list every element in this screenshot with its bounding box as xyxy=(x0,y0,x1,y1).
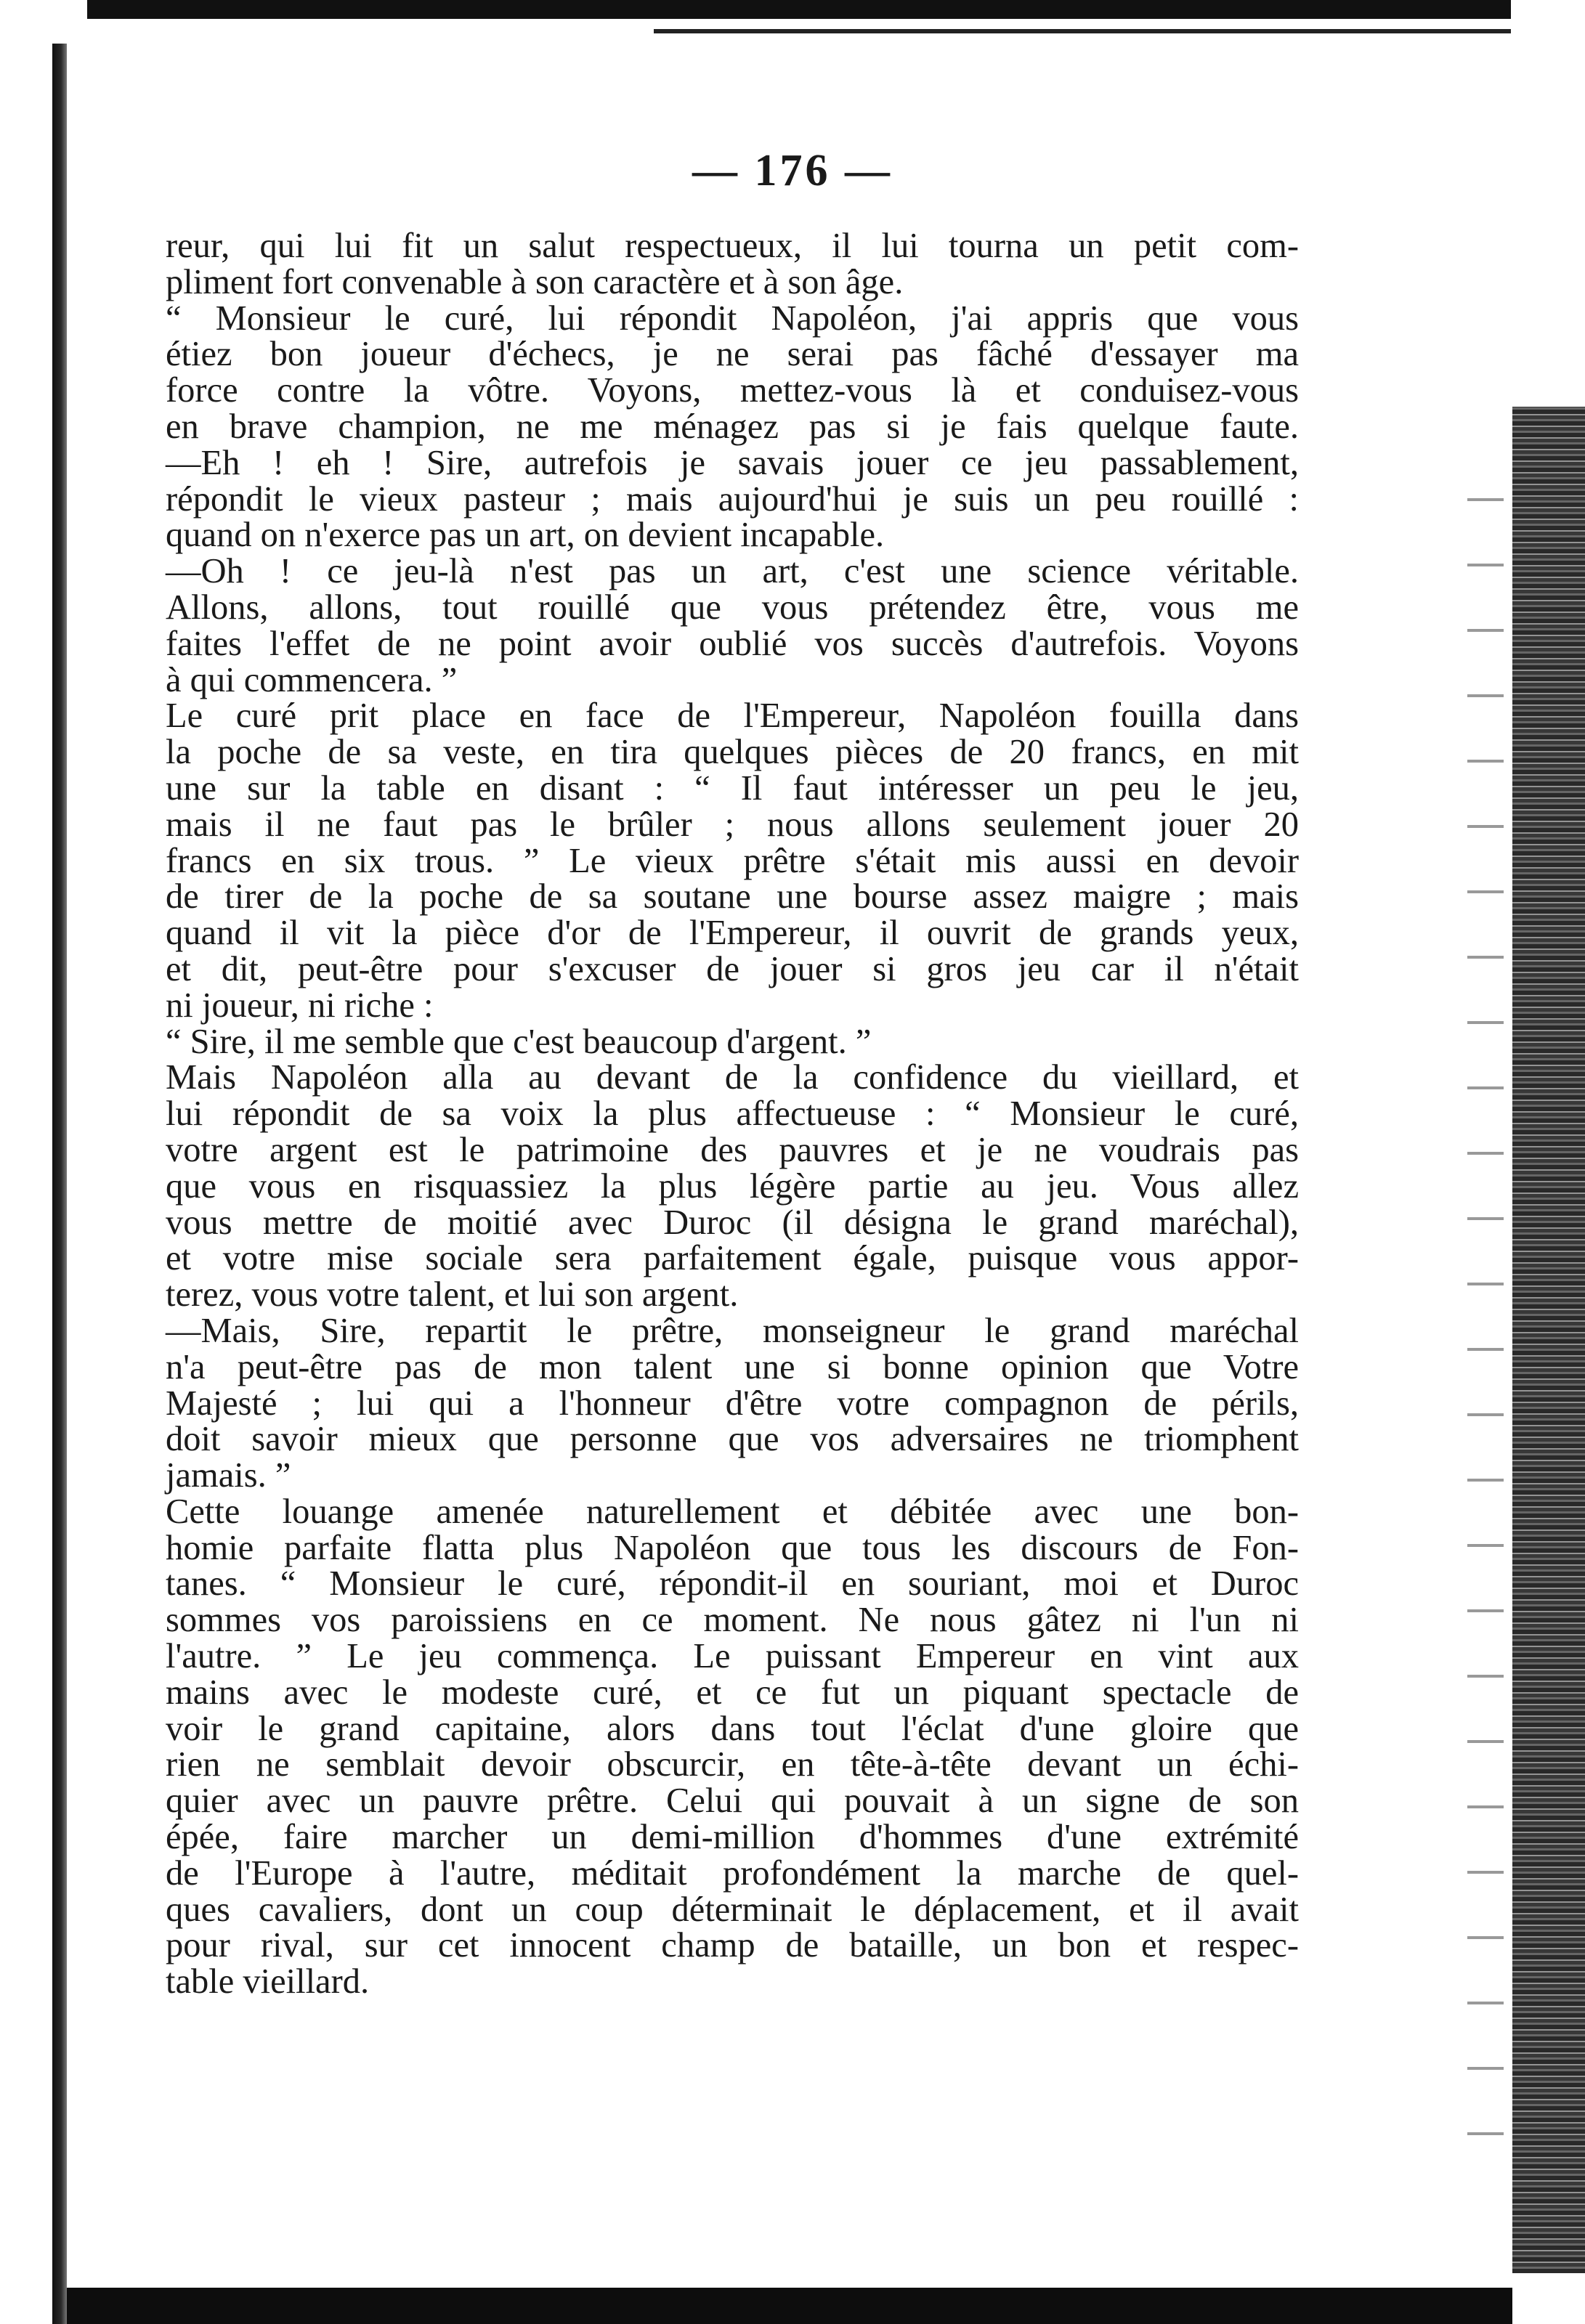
text-line: faites l'effet de ne point avoir oublié vos succès d'autrefois. Voyons xyxy=(166,624,1299,663)
text-line: —Oh ! ce jeu-là n'est pas un art, c'est une science véritable. xyxy=(166,552,1299,591)
text-line: et votre mise sociale sera parfaitement égale, puisque vous appor- xyxy=(166,1239,1299,1278)
text-line: “ Monsieur le curé, lui répondit Napoléon, j'ai appris que vous xyxy=(166,298,1299,338)
text-line: tanes. “ Monsieur le curé, répondit-il en souriant, moi et Duroc xyxy=(166,1564,1299,1604)
text-line: homie parfaite flatta plus Napoléon que tous les discours de Fon- xyxy=(166,1528,1299,1567)
text-line: sommes vos paroissiens en ce moment. Ne nous gâtez ni l'un ni xyxy=(166,1601,1299,1640)
text-line: Mais Napoléon alla au devant de la confidence du vieillard, et xyxy=(166,1058,1299,1097)
text-line: quand il vit la pièce d'or de l'Empereur, il ouvrit de grands yeux, xyxy=(166,914,1299,953)
text-line: rien ne semblait devoir obscurcir, en tête-à-tête devant un échi- xyxy=(166,1745,1299,1784)
text-line: ni joueur, ni riche : xyxy=(166,986,434,1025)
text-line: table vieillard. xyxy=(166,1962,370,2002)
bottom-scan-border xyxy=(67,2288,1512,2324)
text-line: Le curé prit place en face de l'Empereur, Napoléon fouilla dans xyxy=(166,696,1299,736)
text-line: à qui commencera. ” xyxy=(166,660,458,699)
text-line: —Eh ! eh ! Sire, autrefois je savais jouer ce jeu passablement, xyxy=(166,443,1299,482)
text-line: —Mais, Sire, repartit le prêtre, monseigneur le grand maréchal xyxy=(166,1311,1299,1350)
text-line: votre argent est le patrimoine des pauvres et je ne voudrais pas xyxy=(166,1130,1299,1169)
text-line: ques cavaliers, dont un coup déterminait le déplacement, et il avait xyxy=(166,1890,1299,1929)
left-scan-edge xyxy=(52,44,67,2324)
text-line: jamais. ” xyxy=(166,1456,291,1495)
text-line: la poche de sa veste, en tira quelques pièces de 20 francs, en mit xyxy=(166,733,1299,772)
top-scan-border xyxy=(87,0,1511,19)
right-scan-edge xyxy=(1512,407,1585,2273)
text-line: force contre la vôtre. Voyons, mettez-vous là et conduisez-vous xyxy=(166,371,1299,410)
text-line: de l'Europe à l'autre, méditait profondément la marche de quel- xyxy=(166,1853,1299,1893)
text-line: étiez bon joueur d'échecs, je ne serai pas fâché d'essayer ma xyxy=(166,335,1299,374)
text-line: terez, vous votre talent, et lui son argent. xyxy=(166,1275,739,1315)
text-line: lui répondit de sa voix la plus affectueuse : “ Monsieur le curé, xyxy=(166,1094,1299,1134)
page-body xyxy=(166,228,1299,2000)
text-line: une sur la table en disant : “ Il faut intéresser un peu le jeu, xyxy=(166,768,1299,808)
text-line: de tirer de la poche de sa soutane une bourse assez maigre ; mais xyxy=(166,877,1299,917)
text-line: pliment fort convenable à son caractère et à son âge. xyxy=(166,262,904,301)
text-line: quand on n'exerce pas un art, on devient incapable. xyxy=(166,516,885,555)
text-line: vous mettre de moitié avec Duroc (il désigna le grand maréchal), xyxy=(166,1203,1299,1242)
text-line: francs en six trous. ” Le vieux prêtre s'était mis aussi en devoir xyxy=(166,841,1299,880)
text-line: pour rival, sur cet innocent champ de bataille, un bon et respec- xyxy=(166,1926,1299,1965)
text-line: mains avec le modeste curé, et ce fut un piquant spectacle de xyxy=(166,1673,1299,1712)
text-line: et dit, peut-être pour s'excuser de jouer si gros jeu car il n'était xyxy=(166,949,1299,988)
right-scan-speckle xyxy=(1467,494,1504,2164)
text-line: Majesté ; lui qui a l'honneur d'être votre compagnon de périls, xyxy=(166,1384,1299,1423)
text-line: Allons, allons, tout rouillé que vous prétendez être, vous me xyxy=(166,588,1299,627)
text-line: n'a peut-être pas de mon talent une si bonne opinion que Votre xyxy=(166,1347,1299,1386)
text-line: Cette louange amenée naturellement et débitée avec une bon- xyxy=(166,1492,1299,1531)
top-scan-rule xyxy=(654,29,1511,33)
text-line: voir le grand capitaine, alors dans tout l'éclat d'une gloire que xyxy=(166,1709,1299,1748)
page-number: — 176 — xyxy=(692,146,893,195)
text-line: l'autre. ” Le jeu commença. Le puissant Empereur en vint aux xyxy=(166,1637,1299,1676)
text-line: “ Sire, il me semble que c'est beaucoup d'argent. ” xyxy=(166,1022,872,1061)
text-line: reur, qui lui fit un salut respectueux, il lui tourna un petit com- xyxy=(166,227,1299,265)
text-line: que vous en risquassiez la plus légère partie au jeu. Vous allez xyxy=(166,1166,1299,1206)
text-line: répondit le vieux pasteur ; mais aujourd'hui je suis un peu rouillé : xyxy=(166,479,1299,519)
text-line: épée, faire marcher un demi-million d'hommes d'une extrémité xyxy=(166,1818,1299,1857)
text-line: mais il ne faut pas le brûler ; nous allons seulement jouer 20 xyxy=(166,805,1299,844)
text-line: doit savoir mieux que personne que vos adversaires ne triomphent xyxy=(166,1420,1299,1459)
text-line: quier avec un pauvre prêtre. Celui qui pouvait à un signe de son xyxy=(166,1781,1299,1821)
text-line: en brave champion, ne me ménagez pas si je fais quelque faute. xyxy=(166,407,1299,446)
